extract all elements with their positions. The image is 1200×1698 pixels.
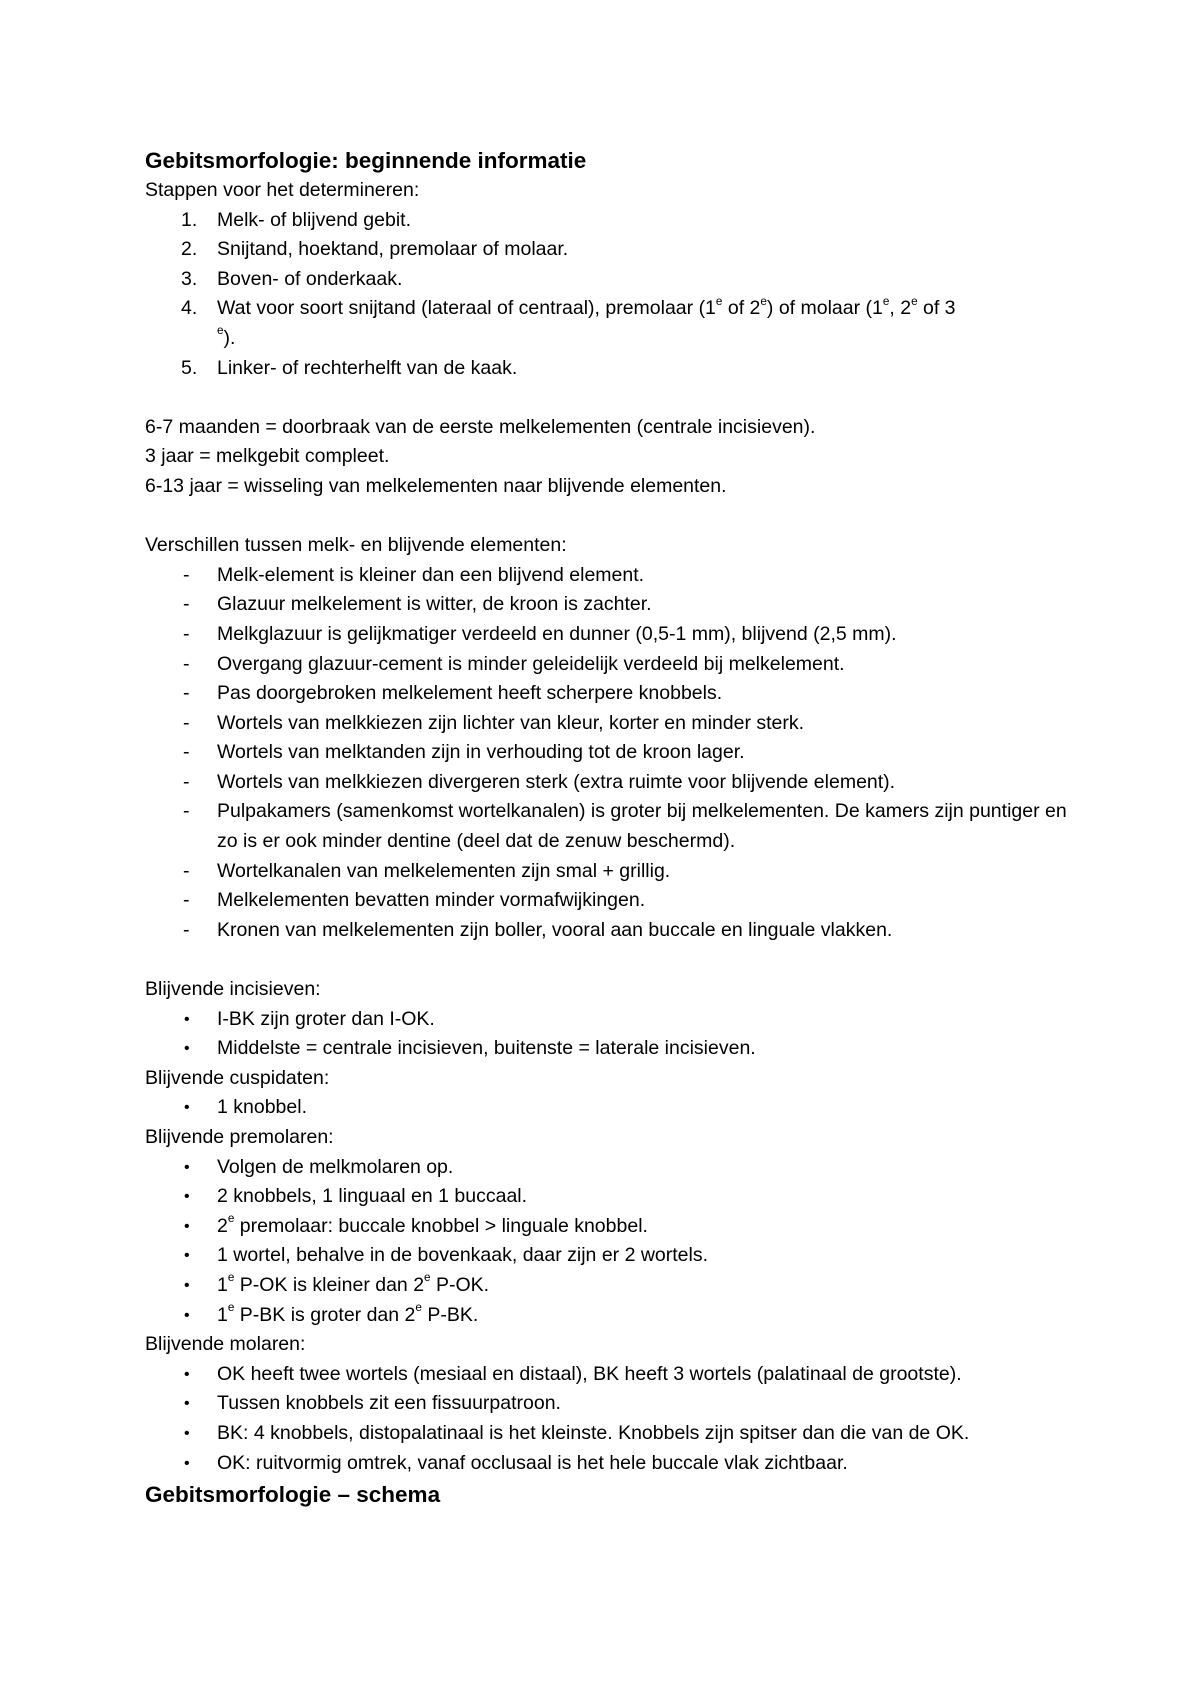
list-item xyxy=(145,1034,1085,1064)
list-text xyxy=(217,294,956,349)
differences-list xyxy=(145,561,1085,946)
bullet-marker: • xyxy=(184,1454,190,1472)
dash-marker: - xyxy=(183,859,190,882)
dash-marker: - xyxy=(183,918,190,941)
list-item xyxy=(145,738,1085,768)
list-item xyxy=(145,1271,1085,1301)
list-item xyxy=(145,1241,1085,1271)
list-item xyxy=(145,1182,1085,1212)
list-number: 3. xyxy=(181,267,198,290)
bullet-marker: • xyxy=(184,1424,190,1442)
timeline-line: 3 jaar = melkgebit compleet. xyxy=(145,445,390,468)
dash-marker: - xyxy=(183,800,190,823)
dash-marker: - xyxy=(183,652,190,675)
list-text: Overgang glazuur-cement is minder geleidelijk verdeeld bij melkelement. xyxy=(217,652,845,675)
list-text: Snijtand, hoektand, premolaar of molaar. xyxy=(217,238,569,261)
list-item xyxy=(145,1389,1085,1419)
list-text: Melk- of blijvend gebit. xyxy=(217,208,412,231)
cuspids-list xyxy=(145,1093,1085,1123)
bullet-marker: • xyxy=(184,1040,190,1058)
list-number: 4. xyxy=(181,297,198,320)
spacer xyxy=(145,945,1085,975)
spacer xyxy=(145,502,1085,532)
superscript: e xyxy=(415,1301,422,1315)
list-text: Kronen van melkelementen zijn boller, vooral aan buccale en linguale vlakken. xyxy=(217,918,893,941)
dash-marker: - xyxy=(183,770,190,793)
section-title-schema: Gebitsmorfologie – schema xyxy=(145,1482,441,1508)
text-run: ). xyxy=(223,326,236,349)
page-title: Gebitsmorfologie: beginnende informatie xyxy=(145,148,587,173)
list-item xyxy=(145,1419,1085,1449)
list-text: OK: ruitvormig omtrek, vanaf occlusaal is het hele buccale vlak zichtbaar. xyxy=(217,1451,848,1474)
dash-marker: - xyxy=(183,563,190,586)
section-heading-molars: Blijvende molaren: xyxy=(145,1333,306,1356)
text-run: of 3 xyxy=(917,297,956,320)
text-run: 1 xyxy=(217,1273,228,1296)
list-item xyxy=(145,294,1085,353)
list-text: 1 knobbel. xyxy=(217,1096,307,1119)
molars-list xyxy=(145,1360,1085,1478)
bullet-marker: • xyxy=(184,1010,190,1028)
list-text xyxy=(217,1271,490,1296)
list-item xyxy=(145,590,1085,620)
bullet-marker: • xyxy=(184,1247,190,1265)
text-run: P-OK. xyxy=(430,1273,490,1296)
list-item xyxy=(145,1360,1085,1390)
bullet-marker: • xyxy=(184,1306,190,1324)
list-text: Tussen knobbels zit een fissuurpatroon. xyxy=(217,1392,561,1415)
list-item xyxy=(145,354,1085,384)
steps-intro: Stappen voor het determineren: xyxy=(145,179,420,201)
dash-marker: - xyxy=(183,741,190,764)
list-text: 1 wortel, behalve in de bovenkaak, daar zijn er 2 wortels. xyxy=(217,1244,709,1267)
steps-list xyxy=(145,206,1085,384)
bullet-marker: • xyxy=(184,1395,190,1413)
spacer xyxy=(145,383,1085,413)
superscript: e xyxy=(227,1212,235,1226)
list-text: Glazuur melkelement is witter, de kroon is zachter. xyxy=(217,593,652,616)
superscript: e xyxy=(760,294,767,308)
dash-marker: - xyxy=(183,682,190,705)
list-item xyxy=(145,650,1085,680)
section-heading-incisors: Blijvende incisieven: xyxy=(145,978,321,1001)
bullet-marker: • xyxy=(184,1217,190,1235)
dash-marker: - xyxy=(183,711,190,734)
superscript: e xyxy=(882,294,890,308)
timeline-line: 6-13 jaar = wisseling van melkelementen naar blijvende elementen. xyxy=(145,474,727,497)
dash-marker: - xyxy=(183,889,190,912)
bullet-marker: • xyxy=(184,1365,190,1383)
bullet-marker: • xyxy=(184,1158,190,1176)
list-item xyxy=(145,206,1085,236)
bullet-marker: • xyxy=(184,1099,190,1117)
list-number: 2. xyxy=(181,238,198,261)
list-item xyxy=(145,1093,1085,1123)
section-heading-premolars: Blijvende premolaren: xyxy=(145,1126,334,1148)
text-run: premolaar: buccale knobbel > linguale knobbel. xyxy=(234,1214,648,1237)
list-item xyxy=(145,709,1085,739)
dash-marker: - xyxy=(183,593,190,616)
list-item xyxy=(145,768,1085,798)
list-text: Wortelkanalen van melkelementen zijn smal + grillig. xyxy=(217,859,671,882)
text-run: P-BK is groter dan 2 xyxy=(234,1303,416,1326)
text-run: 1 xyxy=(217,1303,228,1326)
list-text: OK heeft twee wortels (mesiaal en distaal), BK heeft 3 wortels (palatinaal de grootste). xyxy=(217,1362,962,1385)
list-text: Wortels van melkkiezen zijn lichter van kleur, korter en minder sterk. xyxy=(217,711,805,734)
list-text: Melk-element is kleiner dan een blijvend element. xyxy=(217,563,645,586)
list-item xyxy=(145,1212,1085,1242)
list-text: Pulpakamers (samenkomst wortelkanalen) is groter bij melkelementen. De kamers zijn puntiger en zo is er ook minder dentine (deel dat de zenuw beschermd). xyxy=(217,800,1067,853)
list-text: Melkelementen bevatten minder vormafwijkingen. xyxy=(217,889,646,912)
list-item xyxy=(145,916,1085,946)
premolars-list xyxy=(145,1153,1085,1331)
list-item xyxy=(145,1005,1085,1035)
list-text: Linker- of rechterhelft van de kaak. xyxy=(217,356,518,379)
list-text: 2 knobbels, 1 linguaal en 1 buccaal. xyxy=(217,1185,528,1208)
text-run: of 2 xyxy=(722,297,761,320)
superscript: e xyxy=(227,1271,235,1285)
list-item xyxy=(145,886,1085,916)
list-number: 1. xyxy=(181,208,198,231)
bullet-marker: • xyxy=(184,1276,190,1294)
section-heading-cuspids: Blijvende cuspidaten: xyxy=(145,1066,330,1089)
list-item xyxy=(145,1153,1085,1183)
superscript: e xyxy=(715,294,723,308)
list-item xyxy=(145,857,1085,887)
text-run: , 2 xyxy=(889,297,912,320)
list-text: Boven- of onderkaak. xyxy=(217,267,403,290)
list-item xyxy=(145,679,1085,709)
incisors-list xyxy=(145,1005,1085,1064)
text-run: ) of molaar (1 xyxy=(766,297,883,320)
list-text: Melkglazuur is gelijkmatiger verdeeld en dunner (0,5-1 mm), blijvend (2,5 mm). xyxy=(217,622,897,645)
list-item xyxy=(145,1301,1085,1331)
list-text: I-BK zijn groter dan I-OK. xyxy=(217,1007,435,1030)
text-run: P-BK. xyxy=(421,1303,479,1326)
superscript: e xyxy=(227,1301,235,1315)
text-run: 2 xyxy=(217,1214,228,1237)
list-text: Volgen de melkmolaren op. xyxy=(217,1155,454,1178)
list-item xyxy=(145,265,1085,295)
list-text xyxy=(217,1212,648,1237)
list-number: 5. xyxy=(181,356,198,379)
list-text: Middelste = centrale incisieven, buitenste = laterale incisieven. xyxy=(217,1037,756,1060)
list-text: BK: 4 knobbels, distopalatinaal is het kleinste. Knobbels zijn spitser dan die van de OK. xyxy=(217,1421,970,1444)
list-item xyxy=(145,1449,1085,1479)
timeline-line: 6-7 maanden = doorbraak van de eerste melkelementen (centrale incisieven). xyxy=(145,415,816,438)
list-text xyxy=(217,1301,479,1326)
list-text: Wortels van melkkiezen divergeren sterk (extra ruimte voor blijvende element). xyxy=(217,770,896,793)
dash-marker: - xyxy=(183,622,190,645)
text-run: P-OK is kleiner dan 2 xyxy=(234,1273,425,1296)
superscript: e xyxy=(424,1271,431,1285)
differences-intro: Verschillen tussen melk- en blijvende elementen: xyxy=(145,534,567,557)
list-item xyxy=(145,561,1085,591)
document-body xyxy=(145,146,1085,1510)
list-item xyxy=(145,797,1085,856)
bullet-marker: • xyxy=(184,1188,190,1206)
list-item xyxy=(145,620,1085,650)
list-text: Pas doorgebroken melkelement heeft scherpere knobbels. xyxy=(217,682,723,705)
superscript: e xyxy=(217,324,224,338)
superscript: e xyxy=(911,294,918,308)
text-run: Wat voor soort snijtand (lateraal of centraal), premolaar (1 xyxy=(217,297,716,320)
list-text: Wortels van melktanden zijn in verhouding tot de kroon lager. xyxy=(217,741,745,764)
list-item xyxy=(145,235,1085,265)
